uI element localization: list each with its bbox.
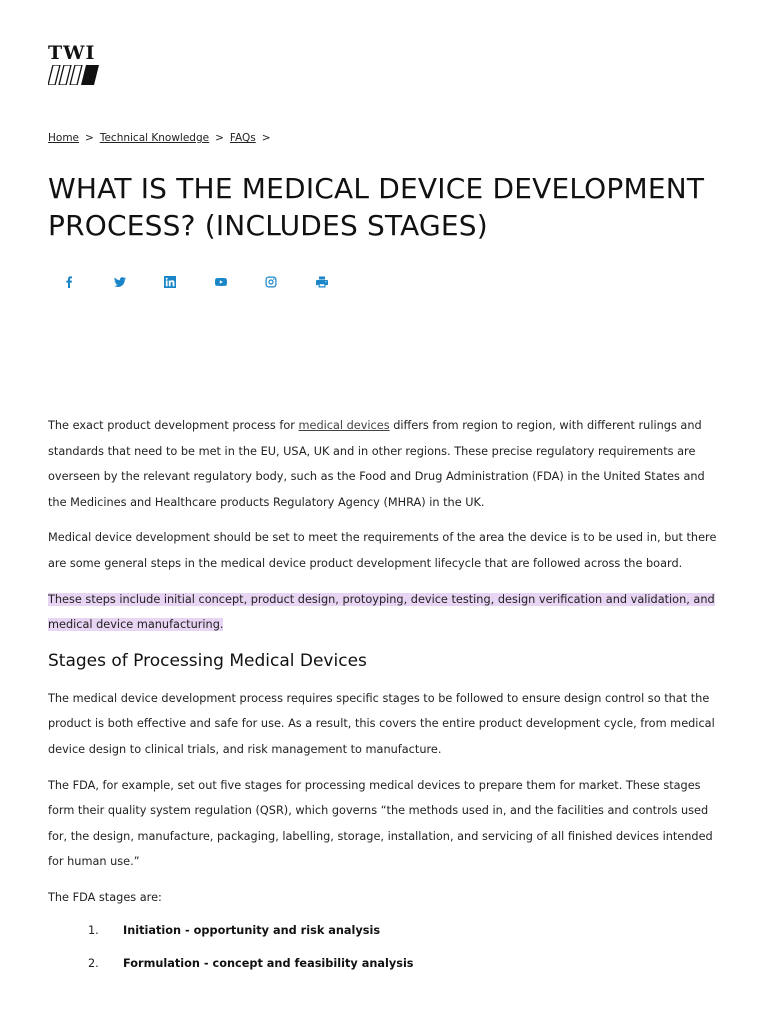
breadcrumb-faqs-link[interactable]: FAQs [229, 132, 256, 144]
linkedin-icon[interactable] [157, 272, 183, 292]
list-item-text: Formulation - concept and feasibility analysis [123, 956, 414, 970]
article-paragraph: Medical device development should be set to meet the requirements of the area the device is to be used in, but there are some general steps in the medical device product development lifecycle that are followed across the board. [48, 531, 717, 570]
article-paragraph: The FDA, for example, set out five stages for processing medical devices to prepare them for market. These stages form their quality system regulation (QSR), which governs “the methods used in, and the facilities and controls used for, the design, manufacture, packaging, labelling, storage, installation, and servicing of all finished devices intended for human use.” [48, 778, 713, 869]
article-body [48, 413, 720, 987]
print-icon[interactable] [309, 272, 335, 292]
breadcrumb [48, 132, 277, 144]
twitter-icon[interactable] [107, 272, 133, 292]
article-paragraph: The medical device development process requires specific stages to be followed to ensure design control so that the product is both effective and safe for use. As a result, this covers the entire product development cycle, from medical device design to clinical trials, and risk management to manufacture. [48, 691, 715, 756]
breadcrumb-separator: > [215, 132, 224, 144]
breadcrumb-home-link[interactable]: Home [48, 132, 80, 144]
breadcrumb-technical-knowledge-link[interactable]: Technical Knowledge [99, 132, 210, 144]
facebook-icon[interactable] [56, 272, 82, 292]
section-heading: Stages of Processing Medical Devices [48, 650, 367, 671]
medical-devices-link[interactable]: medical devices [298, 419, 390, 432]
social-share-bar [56, 272, 359, 292]
fda-stages-list [48, 921, 720, 974]
list-item-text: Initiation - opportunity and risk analysis [123, 923, 381, 937]
paragraph-text: The exact product development process for [48, 419, 299, 432]
breadcrumb-separator: > [85, 132, 94, 144]
logo-text: TWI [48, 42, 96, 64]
article-paragraph [48, 413, 720, 515]
instagram-icon[interactable] [258, 272, 284, 292]
breadcrumb-separator: > [261, 132, 271, 144]
twi-logo[interactable] [48, 44, 100, 86]
article-paragraph: The FDA stages are: [48, 890, 162, 904]
youtube-icon[interactable] [208, 272, 234, 292]
list-number: 1. [88, 923, 99, 937]
list-item [48, 954, 720, 974]
page-title: WHAT IS THE MEDICAL DEVICE DEVELOPMENT PROCESS? (INCLUDES STAGES) [48, 172, 705, 242]
list-item [48, 921, 720, 941]
highlighted-paragraph [48, 587, 720, 638]
highlighted-text: These steps include initial concept, product design, protoyping, device testing, design verification and validation, and medical device manufacturing. [48, 592, 715, 632]
twi-stripes-logo-icon [48, 65, 100, 85]
list-number: 2. [88, 956, 99, 970]
paragraph-text: differs from region to region, with different rulings and standards that need to be met in the EU, USA, UK and in other regions. These precise regulatory requirements are overseen by the relevant regulatory body, such as the Food and Drug Administration (FDA) in the United States and the Medicines and Healthcare products Regulatory Agency (MHRA) in the UK. [48, 419, 705, 509]
